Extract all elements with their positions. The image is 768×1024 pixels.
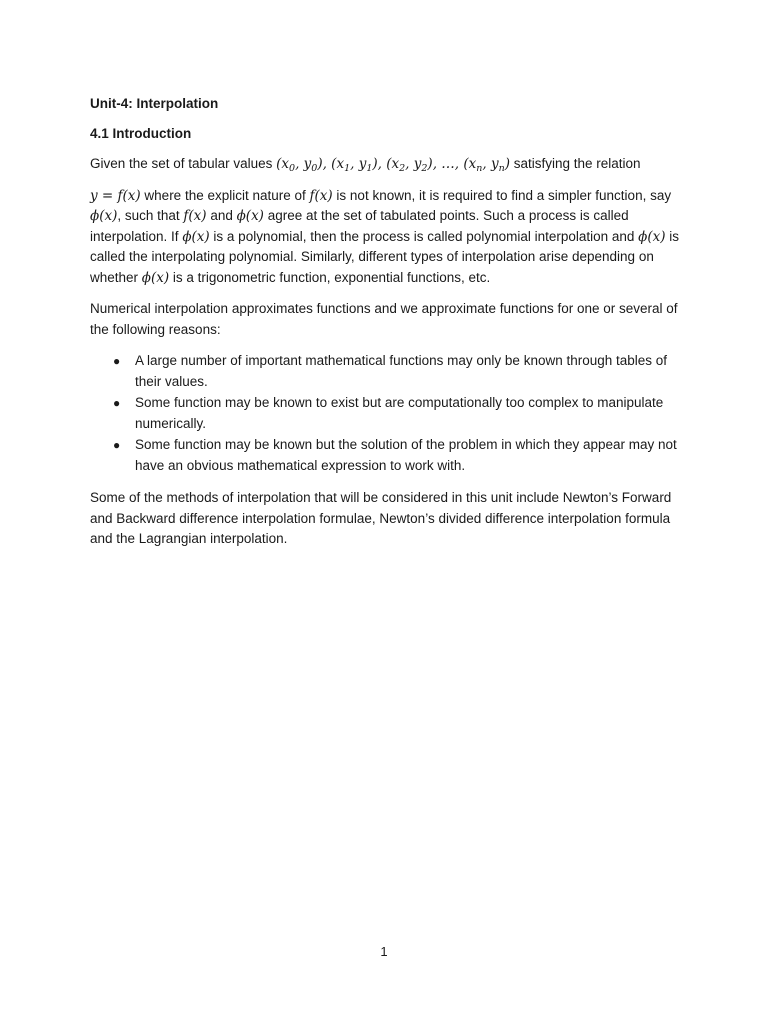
phi-term-5: ϕ(x): [141, 269, 170, 286]
section-heading: 4.1 Introduction: [90, 126, 192, 141]
p2-text-5: agree at the set of tabulated points. Such a process is called interpolation. If: [90, 208, 629, 244]
list-item-text: A large number of important mathematical functions may only be known through tables of their values.: [135, 353, 668, 389]
fx-term-2: f(x): [183, 208, 207, 224]
methods-paragraph: Some of the methods of interpolation that will be considered in this unit include Newton’s Forward and Backward difference interpolation formulae, Newton’s divided difference interpolation formula and the Lagrangian interpolation.: [90, 490, 672, 546]
p2-text-8: is a trigonometric function, exponential functions, etc.: [169, 269, 491, 285]
unit-heading: Unit-4: Interpolation: [90, 96, 219, 111]
phi-term-1: ϕ(x): [90, 208, 118, 224]
p2-text-6: is a polynomial, then the process is called polynomial interpolation and: [209, 228, 639, 244]
bullet-icon: ●: [113, 438, 121, 452]
p2-text-4: and: [206, 208, 237, 223]
p2-text-3: , such that: [117, 208, 184, 223]
page-content: [90, 95, 682, 561]
p2-text-7: is called the interpolating polynomial. Similarly, different types of interpolation arise depending on whether: [90, 228, 680, 285]
bullet-icon: ●: [113, 396, 121, 410]
p2-text-1: where the explicit nature of: [140, 187, 310, 203]
intro-tail-text: satisfying the relation: [513, 156, 641, 171]
reasons-paragraph: Numerical interpolation approximates functions and we approximate functions for one or several of the following reasons:: [90, 301, 678, 337]
list-item-text: Some function may be known to exist but are computationally too complex to manipulate numerically.: [135, 395, 664, 431]
intro-paragraph-1: [90, 154, 682, 175]
phi-term-4: ϕ(x): [638, 228, 666, 245]
p2-text-2: is not known, it is required to find a simpler function, say: [332, 187, 672, 203]
phi-term-3: ϕ(x): [182, 228, 210, 245]
bullet-icon: ●: [113, 354, 121, 368]
list-item: [113, 351, 682, 392]
fx-term-1: f(x): [309, 187, 333, 204]
list-item-text: Some function may be known but the solution of the problem in which they appear may not have an obvious mathematical expression to work with.: [135, 437, 677, 473]
intro-lead-text: Given the set of tabular values: [90, 156, 273, 171]
tabular-values-expression: ($x_0$, $y_0$), ($x_1$, $y_1$), ($x_2$, $y_2$), …, ($x_n$, $y_n$): [276, 156, 510, 174]
page-number: 1: [380, 944, 388, 959]
list-item: [113, 435, 682, 476]
phi-term-2: ϕ(x): [236, 208, 264, 224]
intro-paragraph-2: [90, 186, 682, 289]
list-item: [113, 393, 682, 434]
reasons-list: [90, 351, 682, 476]
relation-equation: y = f(x): [90, 187, 141, 204]
